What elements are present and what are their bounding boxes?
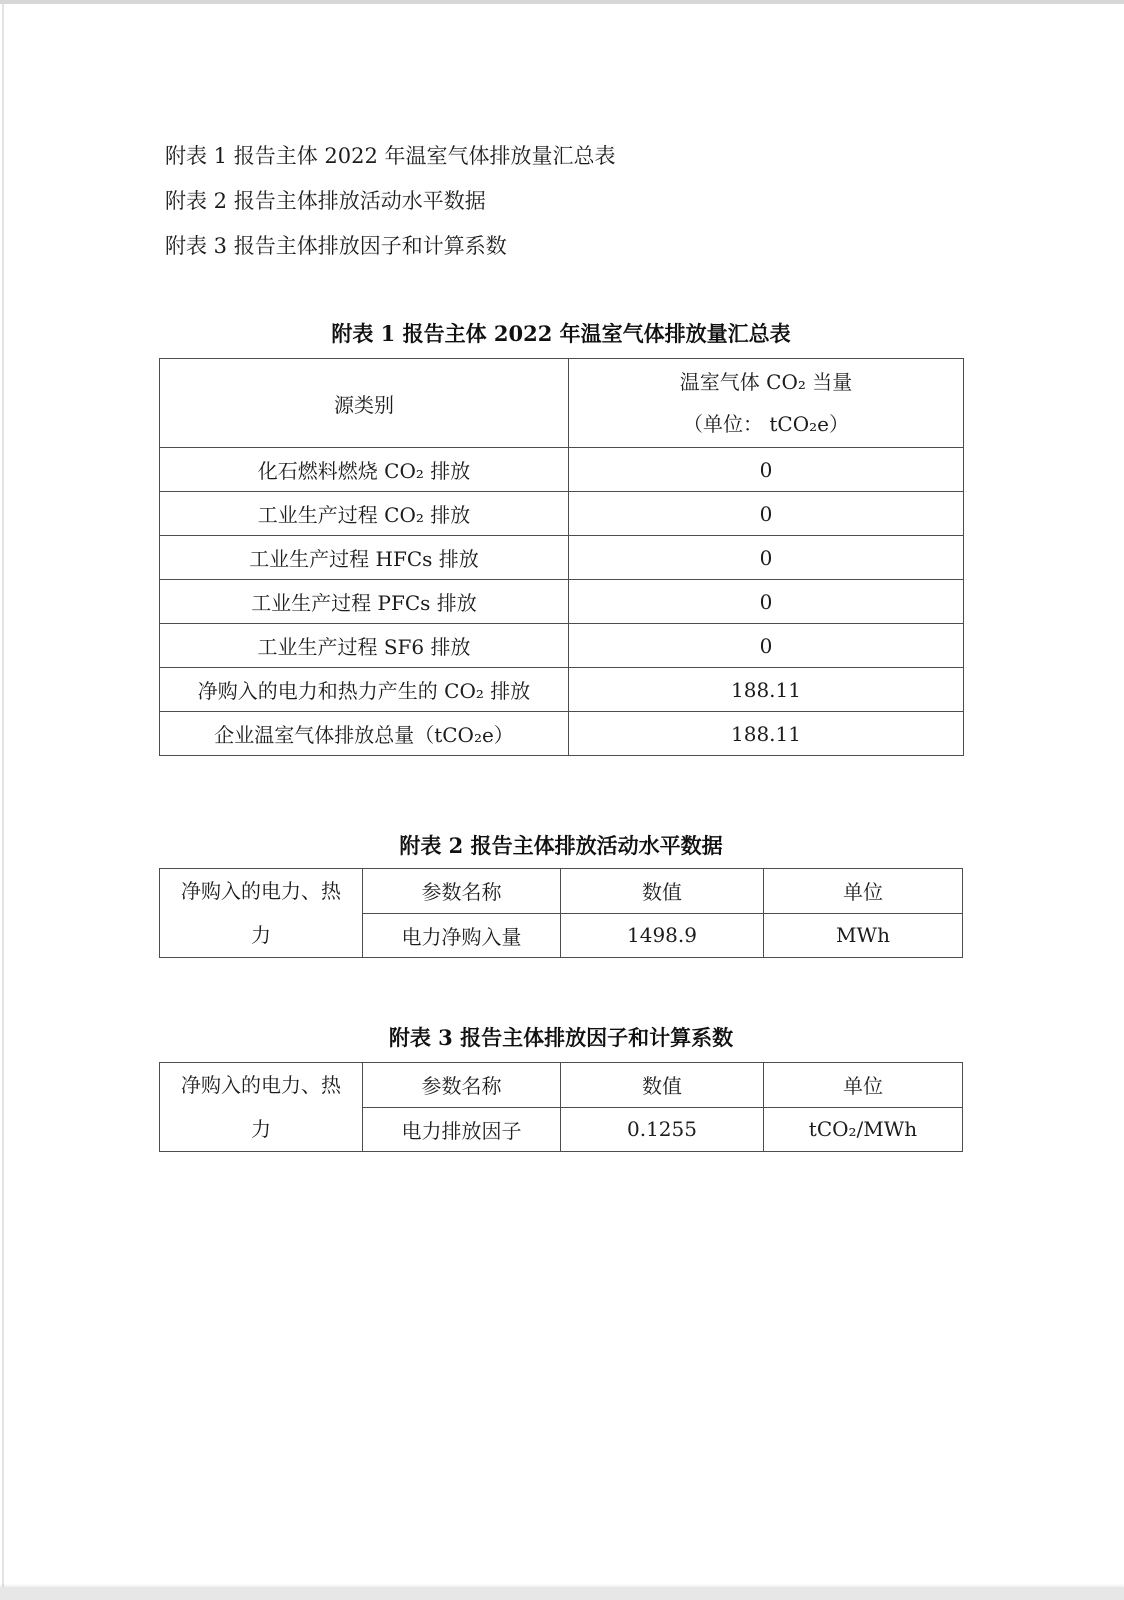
source-cell: 工业生产过程 PFCs 排放 — [160, 580, 569, 624]
unit-header: 单位 — [764, 869, 963, 914]
unit-header: 单位 — [764, 1063, 963, 1108]
page-top-edge — [0, 0, 1124, 4]
value-cell: 188.11 — [569, 668, 964, 712]
value-cell: 0 — [569, 492, 964, 536]
activity-data-table — [159, 868, 963, 958]
table-row — [160, 712, 964, 756]
param-name-header: 参数名称 — [363, 869, 561, 914]
unit-cell: tCO₂/MWh — [764, 1107, 963, 1152]
table-row — [160, 580, 964, 624]
table-header-row — [160, 1063, 963, 1108]
table-row — [160, 624, 964, 668]
category-cell: 净购入的电力、热力 — [160, 1063, 363, 1152]
source-cell: 工业生产过程 SF6 排放 — [160, 624, 569, 668]
emission-factor-table — [159, 1062, 963, 1152]
category-cell: 净购入的电力、热力 — [160, 869, 363, 958]
param-name-cell: 电力净购入量 — [363, 913, 561, 958]
source-cell: 化石燃料燃烧 CO₂ 排放 — [160, 448, 569, 492]
source-category-header: 源类别 — [160, 359, 569, 448]
emissions-summary-table — [159, 358, 964, 756]
unit-cell: MWh — [764, 913, 963, 958]
appendix-list-item-2: 附表 2 报告主体排放活动水平数据 — [165, 189, 486, 213]
table-row — [160, 448, 964, 492]
value-header: 数值 — [561, 869, 764, 914]
value-cell: 0 — [569, 624, 964, 668]
co2-equivalent-header — [569, 359, 964, 448]
appendix-list — [165, 134, 616, 269]
appendix-list-item-1: 附表 1 报告主体 2022 年温室气体排放量汇总表 — [165, 144, 616, 168]
page-left-edge — [2, 4, 4, 1587]
appendix-list-item-3: 附表 3 报告主体排放因子和计算系数 — [165, 234, 507, 258]
param-name-cell: 电力排放因子 — [363, 1107, 561, 1152]
value-cell: 0.1255 — [561, 1107, 764, 1152]
co2-equivalent-header-line2: （单位： tCO₂e） — [683, 412, 849, 436]
value-cell: 188.11 — [569, 712, 964, 756]
table-header-row — [160, 359, 964, 448]
value-cell: 0 — [569, 580, 964, 624]
source-cell: 工业生产过程 HFCs 排放 — [160, 536, 569, 580]
source-cell: 净购入的电力和热力产生的 CO₂ 排放 — [160, 668, 569, 712]
value-header: 数值 — [561, 1063, 764, 1108]
value-cell: 0 — [569, 448, 964, 492]
value-cell: 1498.9 — [561, 913, 764, 958]
table-row — [160, 492, 964, 536]
table3-title: 附表 3 报告主体排放因子和计算系数 — [388, 1025, 734, 1050]
param-name-header: 参数名称 — [363, 1063, 561, 1108]
co2-equivalent-header-line1: 温室气体 CO₂ 当量 — [679, 370, 853, 394]
page-bottom-edge — [0, 1587, 1124, 1600]
table2-title: 附表 2 报告主体排放活动水平数据 — [399, 833, 723, 858]
table-header-row — [160, 869, 963, 914]
table-row — [160, 536, 964, 580]
table-row — [160, 668, 964, 712]
table1-title: 附表 1 报告主体 2022 年温室气体排放量汇总表 — [331, 321, 791, 346]
source-cell: 工业生产过程 CO₂ 排放 — [160, 492, 569, 536]
value-cell: 0 — [569, 536, 964, 580]
source-cell: 企业温室气体排放总量（tCO₂e） — [160, 712, 569, 756]
